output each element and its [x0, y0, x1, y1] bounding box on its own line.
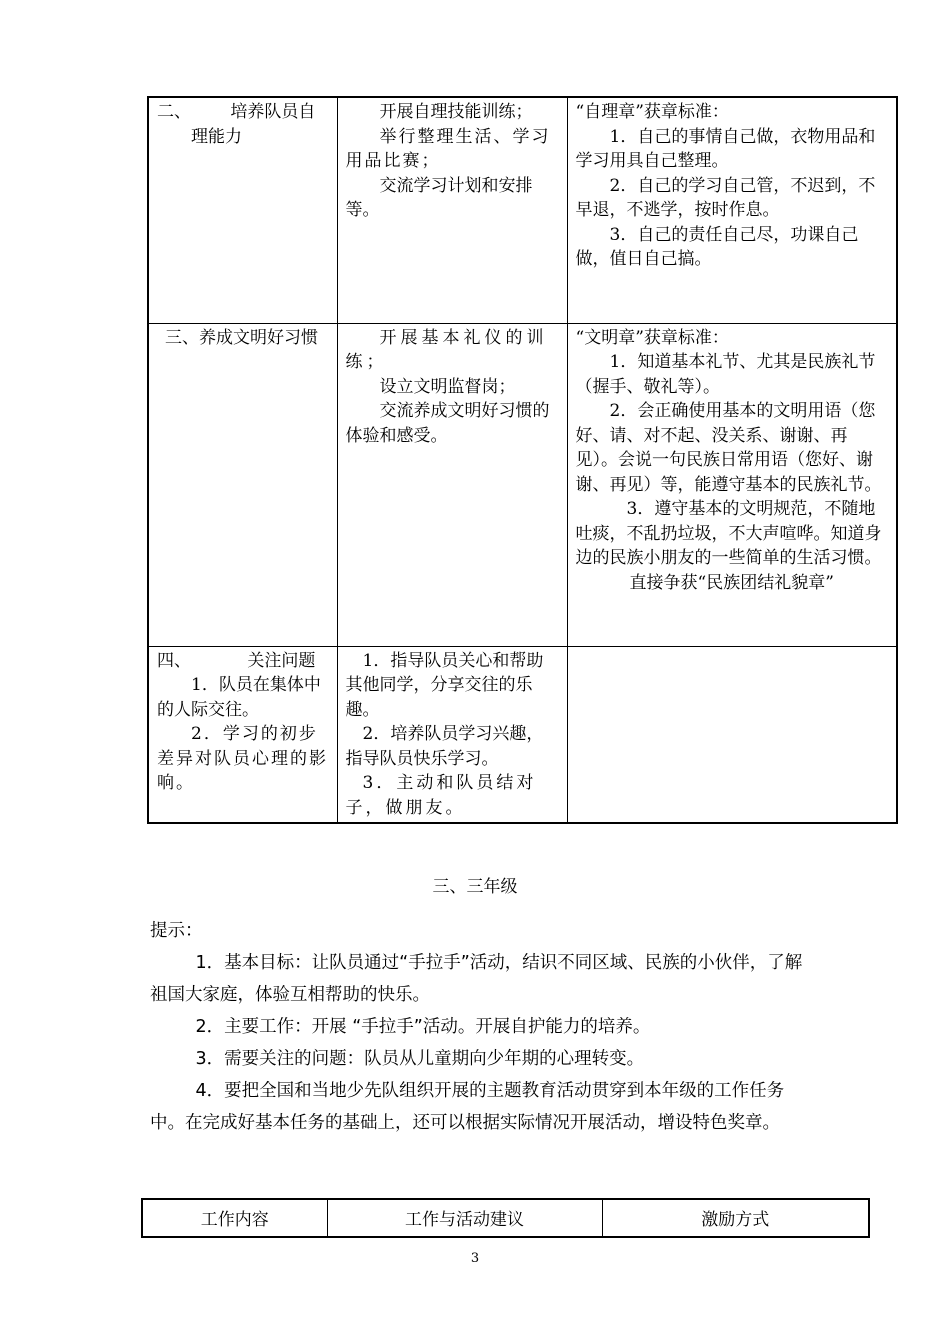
row-heading: 二、 培养队员自: [157, 102, 316, 122]
cell-text: 2．学习的初步差异对队员心理的影响。: [157, 724, 328, 793]
table-cell: [148, 646, 337, 823]
cell-text: 3．自己的责任自己尽，功课自己做，值日自己搞。: [575, 224, 859, 269]
cell-text: 1．自己的事情自己做，衣物用品和学习用具自己整理。: [575, 126, 876, 171]
table-row: [148, 646, 897, 823]
cell-text: 设立文明监督岗；: [379, 376, 516, 397]
tip-item: 2．主要工作：开展 “手拉手”活动。开展自护能力的培养。: [195, 1017, 651, 1037]
badge-standard-title: “文明章”获章标准：: [575, 327, 729, 348]
row-heading: 三、养成文明好习惯: [165, 327, 318, 348]
cell-text: 1．指导队员关心和帮助其他同学，分享交往的乐趣。: [345, 650, 544, 720]
work-table-grade3-header: [141, 1198, 870, 1238]
cell-text: 交流养成文明好习惯的体验和感受。: [345, 401, 550, 446]
header-incentive: 激励方式: [602, 1199, 869, 1237]
table-cell: [567, 97, 897, 323]
tips-heading: 提示：: [150, 921, 203, 941]
section-title: 三、三年级: [432, 877, 518, 897]
tip-item: 3．需要关注的问题：队员从儿童期向少年期的心理转变。: [195, 1049, 645, 1069]
table-row: [148, 97, 897, 323]
header-work-content: 工作内容: [142, 1199, 327, 1237]
work-table-grade2: [147, 96, 898, 824]
cell-text: 开展自理技能训练；: [379, 102, 533, 122]
cell-text: 开展基本礼仪的训练；: [345, 327, 548, 372]
cell-text: 2．会正确使用基本的文明用语（您好、请、对不起、没关系、谢谢、再见）。会说一句民族日常用语（您好、谢谢、再见）等，能遵守基本的民族礼节。: [575, 401, 882, 495]
cell-text: 3．遵守基本的文明规范，不随地吐痰，不乱扔垃圾，不大声喧哗。知道身边的民族小朋友的一些简单的生活习惯。: [575, 499, 882, 568]
table-header-row: [142, 1199, 869, 1237]
table-cell: [148, 97, 337, 323]
tip-item: 4．要把全国和当地少先队组织开展的主题教育活动贯穿到本年级的工作任务中。在完成好基本任务的基础上，还可以根据实际情况开展活动，增设特色奖章。: [150, 1081, 785, 1133]
table-cell: [567, 323, 897, 646]
table-cell: [337, 97, 567, 323]
cell-text: 3．主动和队员结对子，做朋友。: [345, 773, 537, 818]
cell-text: 举行整理生活、学习用品比赛；: [345, 126, 551, 171]
table-cell: [337, 323, 567, 646]
table-cell-empty: [567, 646, 897, 823]
cell-text: 直接争获“民族团结礼貌章”: [629, 572, 834, 593]
table-cell: [148, 323, 337, 646]
cell-text: 2．自己的学习自己管，不迟到，不早退，不逃学，按时作息。: [575, 175, 876, 220]
row-heading: 四、 关注问题: [157, 650, 316, 671]
header-activity-suggestion: 工作与活动建议: [327, 1199, 602, 1237]
badge-standard-title: “自理章”获章标准：: [575, 102, 729, 122]
row-heading-cont: 理能力: [191, 126, 242, 147]
page-number: 3: [470, 1251, 480, 1266]
cell-text: 2．培养队员学习兴趣，指导队员快乐学习。: [345, 724, 544, 769]
tips-block: [150, 915, 810, 1139]
cell-text: 1．知道基本礼节、尤其是民族礼节（握手、敬礼等）。: [575, 352, 876, 397]
tip-item: 1．基本目标：让队员通过“手拉手”活动，结识不同区域、民族的小伙伴，了解祖国大家庭，体验互相帮助的快乐。: [150, 953, 803, 1005]
table-row: [148, 323, 897, 646]
cell-text: 1．队员在集体中的人际交往。: [157, 675, 321, 720]
table-cell: [337, 646, 567, 823]
cell-text: 交流学习计划和安排等。: [345, 175, 533, 220]
